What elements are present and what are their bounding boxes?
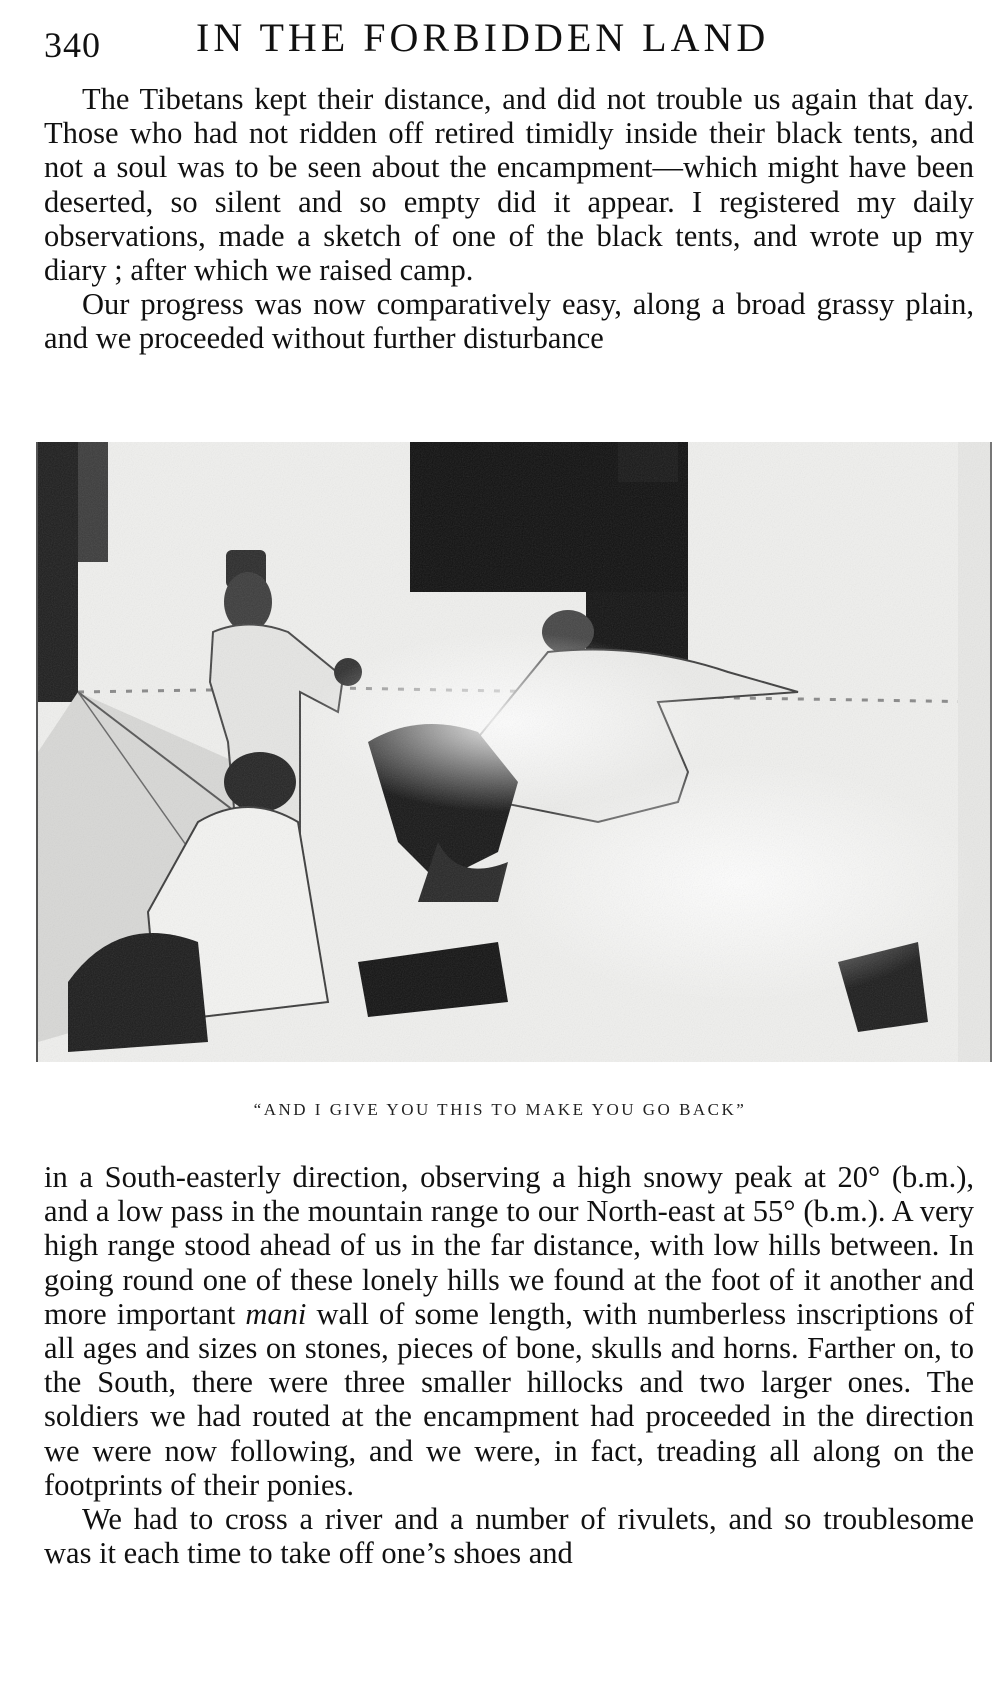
illustration-image xyxy=(38,442,990,1062)
paragraph xyxy=(44,1160,974,1502)
figure-caption: “AND I GIVE YOU THIS TO MAKE YOU GO BACK” xyxy=(253,1100,747,1119)
paragraph: We had to cross a river and a number of rivulets, and so troublesome was it each time to take off one’s shoes and xyxy=(44,1502,974,1571)
paragraph: The Tibetans kept their distance, and did not trouble us again that day. Those who had not ridden off retired timidly inside their black tents, and not a soul was to be seen about the encampment—which might have been deserted, so silent and so empty did it appear. I registered my daily observations, made a sketch of one of the black tents, and wrote up my diary ; after which we raised camp. xyxy=(44,82,974,288)
running-title: IN THE FORBIDDEN LAND xyxy=(196,15,770,60)
paragraph-text: in a South-easterly direction, observing a high snowy peak at 20° (b.m.), and a low pass in the mountain range to our North-east at 55° (b.m.). A very high range stood ahead of us in the far distance, with low hills between. In going round one of these lonely hills we found at the foot of it another and more important xyxy=(44,1160,974,1331)
italic-term: mani xyxy=(245,1296,307,1331)
paragraph: Our progress was now comparatively easy, along a broad grassy plain, and we proceeded without further disturbance xyxy=(44,287,974,356)
running-head xyxy=(44,14,974,70)
page-number: 340 xyxy=(44,25,101,65)
paragraph-text: wall of some length, with numberless inscriptions of all ages and sizes on stones, pieces of bone, skulls and horns. Farther on, to the South, there were three smaller hillocks and two larger ones. The soldiers we had routed at the encampment had proceeded in the direction we were now following, and we were, in fact, treading all along on the footprints of their ponies. xyxy=(44,1296,974,1502)
top-text-block xyxy=(44,82,974,356)
bottom-text-block xyxy=(44,1160,974,1570)
illustration-figure xyxy=(36,442,992,1062)
